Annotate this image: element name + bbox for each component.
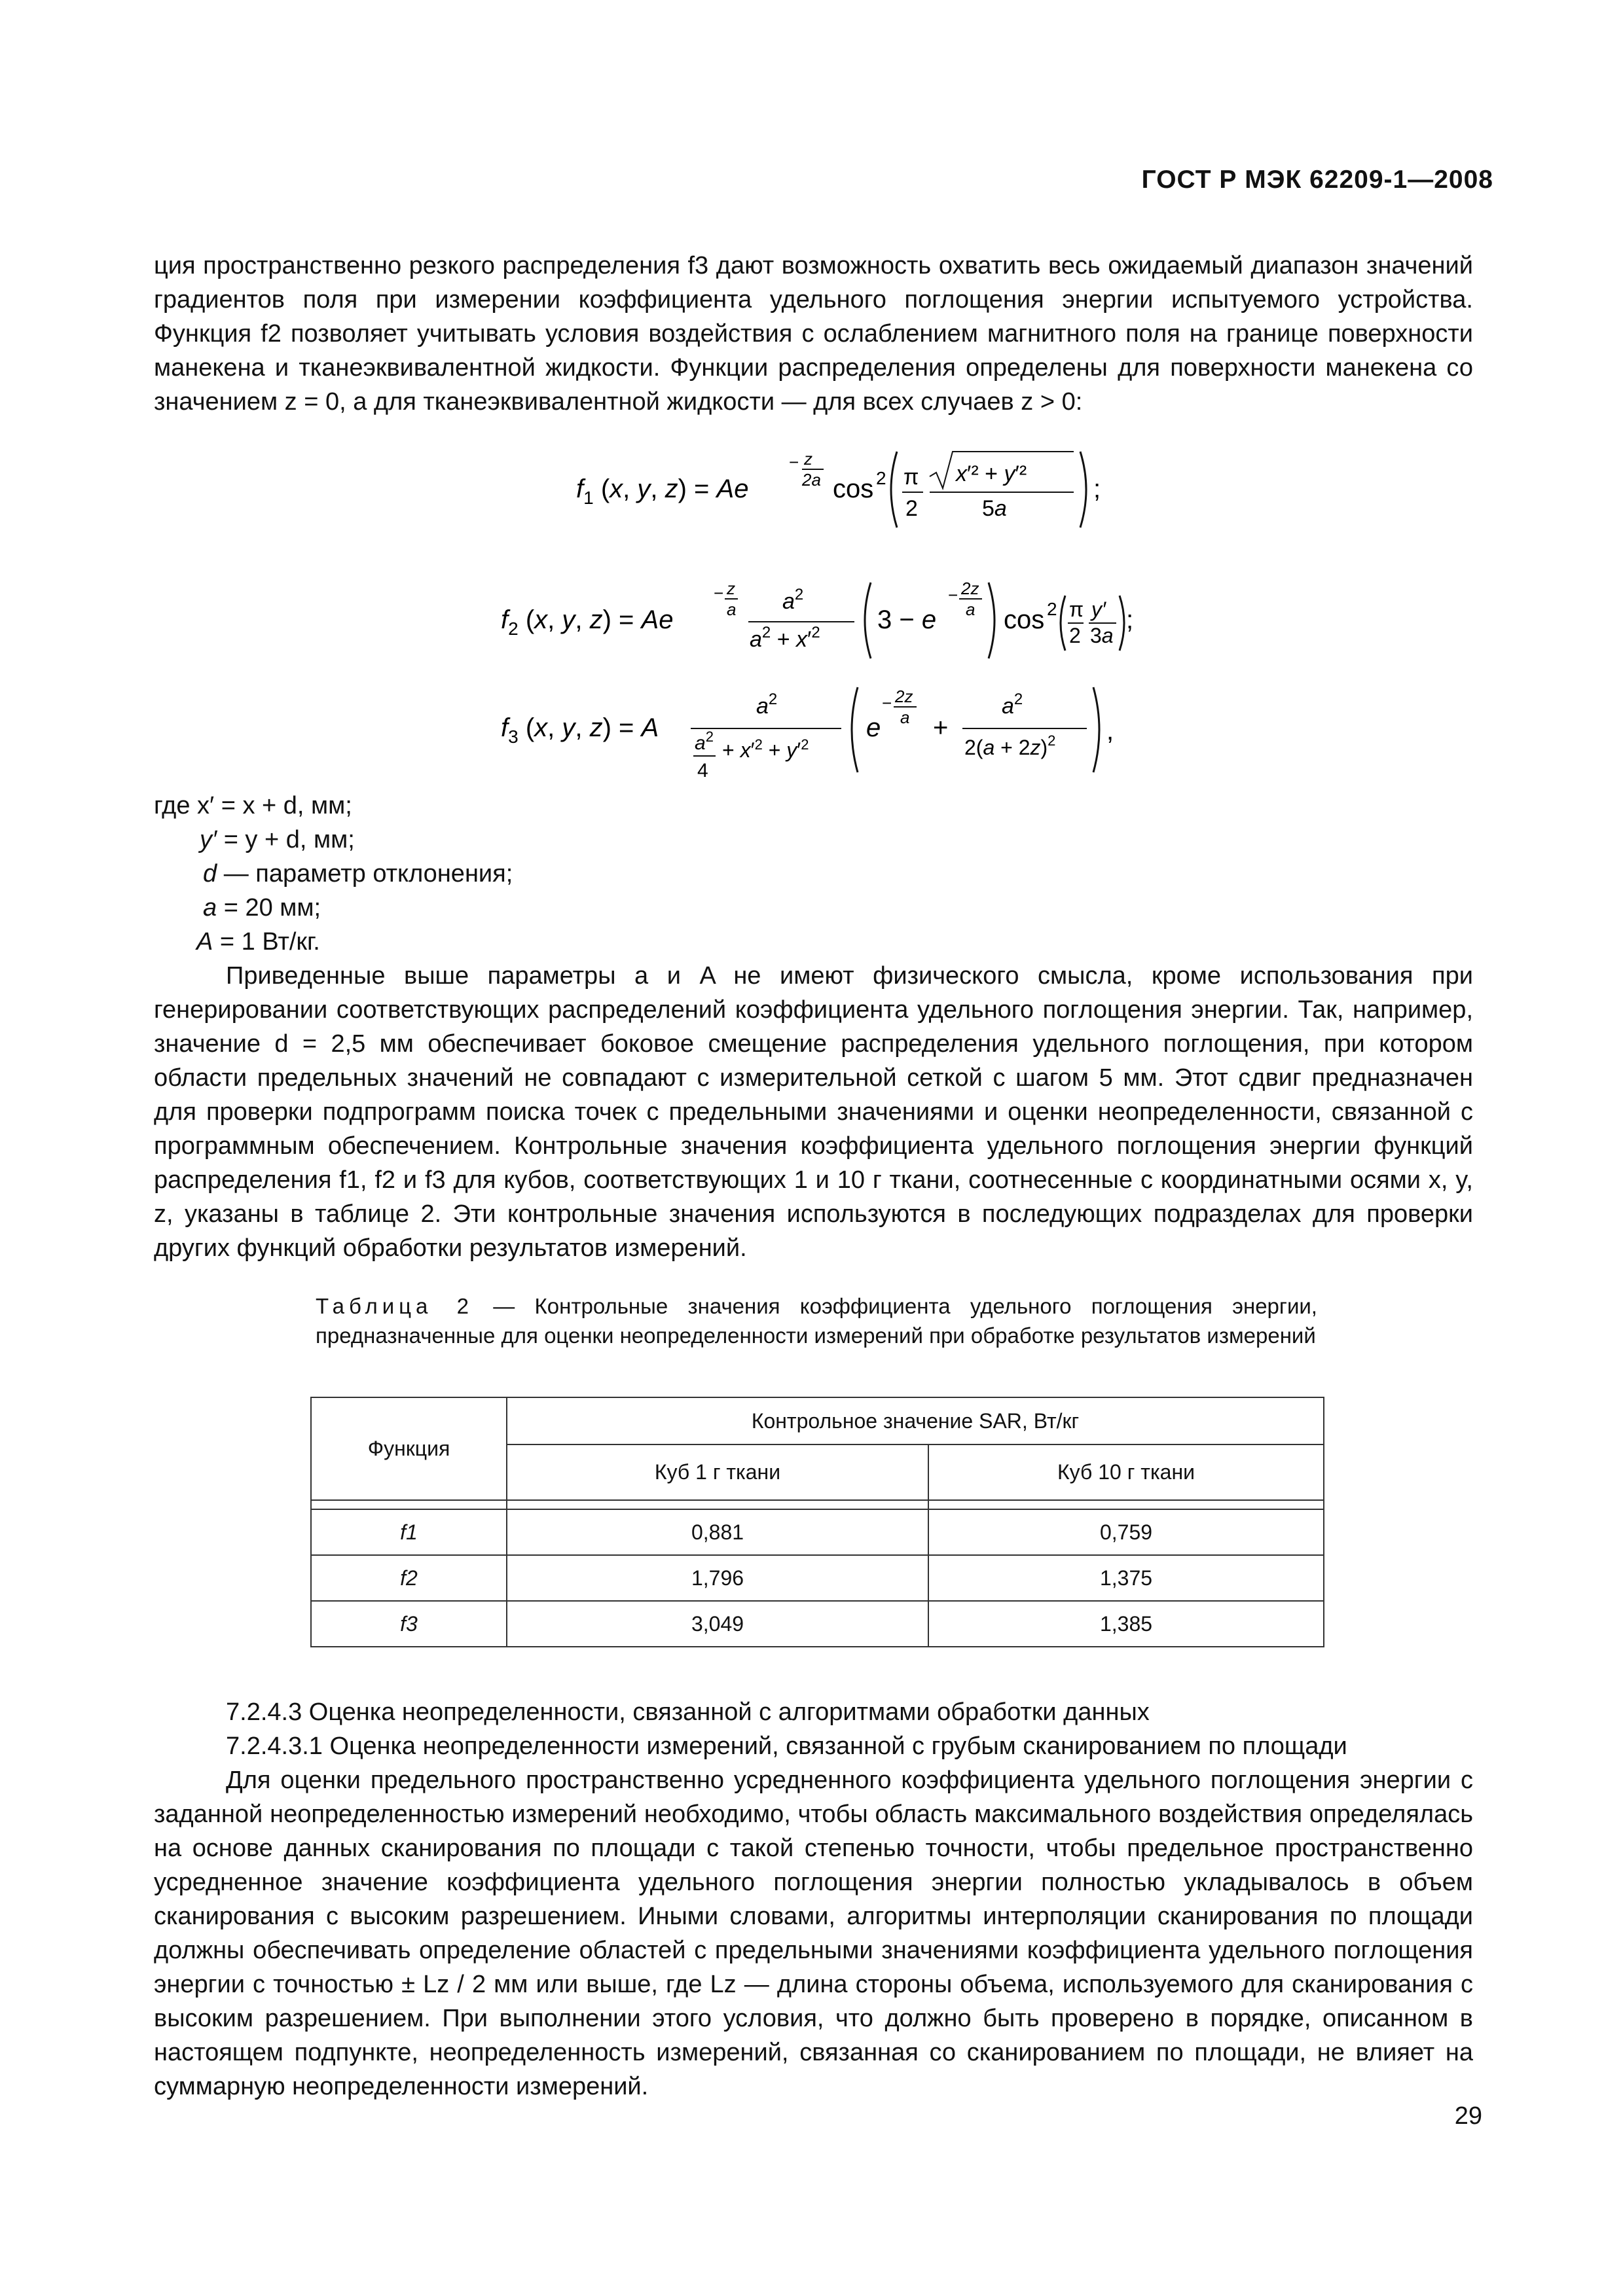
formula-f2 [501,569,1134,674]
spacer-cell [311,1500,507,1509]
svg-text:y′: y′ [1091,598,1106,621]
document-header: ГОСТ Р МЭК 62209-1—2008 [1141,166,1493,194]
sar-table [310,1397,1324,1647]
table-caption-text: — Контрольные значения коэффициента удельного поглощения энергии, предназначенные для оценки неопределенности измерений при обработке результатов измерений [316,1294,1317,1348]
definition-y [154,823,513,857]
intro-paragraph: ция пространственно резкого распределения f3 дают возможность охватить весь ожидаемый диапазон значений градиентов поля при измерении коэффициента удельного поглощения энергии испытуемого устройства. Функция f2 позволяет учитывать условия воздействия с ослаблением магнитного поля на границе поверхности манекена и тканеэквивалентной жидкости. Функции распределения определены для поверхности манекена со значением z = 0, а для тканеэквивалентной жидкости — для всех случаев z > 0: [154,252,1473,416]
section-heading-7243: 7.2.4.3 Оценка неопределенности, связанной с алгоритмами обработки данных [226,1698,1150,1726]
definition-term: y′ [200,826,217,853]
svg-text:2: 2 [1069,624,1081,647]
svg-text:π: π [1069,598,1084,621]
svg-text:2: 2 [1047,599,1057,619]
table-row [311,1555,1324,1601]
svg-text:2z: 2z [961,579,979,598]
spacer-cell [928,1500,1324,1509]
svg-text:2(a + 2z)2: $2(a + 2z)^2$ [964,732,1056,759]
svg-text:a2 + x′2: $a^2 + x'^2$ [750,624,820,652]
cell-value-1g: 1,796 [507,1555,928,1601]
svg-text:+: + [933,713,949,742]
svg-text:a: a [727,600,737,619]
cell-value-10g: 1,375 [928,1555,1324,1601]
svg-text:cos: cos [1004,605,1045,634]
svg-text:;: ; [1093,475,1101,503]
spacer-cell [507,1500,928,1509]
col-header-10g: Куб 10 г ткани [928,1444,1324,1500]
svg-text:4: 4 [697,760,708,781]
definition-term: A [196,928,213,956]
svg-text:3 − e: 3 − e [877,605,937,634]
svg-text:−: − [882,693,892,713]
formula-f3 [501,677,1129,798]
cell-value-10g: 1,385 [928,1601,1324,1647]
definition-text: = x + d, мм; [221,792,352,819]
svg-text:a: a [966,600,976,619]
page-number: 29 [1454,2102,1482,2130]
table-row [311,1509,1324,1555]
definition-a [154,891,513,925]
svg-text:f1 (x, y, z) = Ae: $f_1$ (x, y, z) = Ae [576,475,749,508]
table-header-row [311,1397,1324,1444]
definition-x [154,789,513,823]
definitions-list [154,789,513,959]
definition-term: где x′ [154,792,215,819]
svg-text:2: 2 [876,468,886,488]
cell-function: f2 [311,1555,507,1601]
svg-text:f2 (x, y, z) = Ae: $f_2$ (x, y, z) = Ae [501,605,674,639]
svg-text:;: ; [1126,605,1134,634]
svg-text:−: − [789,452,799,472]
svg-text:2: 2 [905,496,918,521]
col-header-function: Функция [311,1397,507,1500]
svg-text:z: z [804,449,812,469]
table-caption [316,1291,1317,1350]
definition-text: = y + d, мм; [223,826,355,853]
col-header-1g: Куб 1 г ткани [507,1444,928,1500]
svg-text:a2: $a^2$ [756,691,778,719]
definition-A [154,925,513,959]
cell-value-1g: 3,049 [507,1601,928,1647]
svg-text:x′² + y′²: x′² + y′² [956,461,1027,486]
svg-text:z: z [727,579,735,598]
body-paragraph: Для оценки предельного пространственно усредненного коэффициента удельного поглощения энергии с заданной неопределенностью измерений необходимо, чтобы область максимального воздействия определялась на основе данных сканирования по площади с такой степенью точности, чтобы предельное пространственно усредненное значение коэффициента удельного поглощения энергии полностью укладывалось в объем сканирования с высоким разрешением. Иными словами, алгоритмы интерполяции сканирования по площади должны обеспечивать определение областей с предельными значениями коэффициента удельного поглощения энергии с точностью ± Lz / 2 мм или выше, где Lz — длина стороны объема, используемого для сканирования с высоким разрешением. При выполнении этого условия, что должно быть проверено в порядке, описанном в настоящем подпункте, неопределенность измерений, связанная со сканированием по площади, не влияет на суммарную неопределенности измерений. [154,1767,1473,2100]
svg-text:a2: $a^2$ [695,728,714,754]
definition-text: = 20 мм; [223,894,321,922]
svg-text:3a: 3a [1090,624,1114,647]
col-header-group: Контрольное значение SAR, Вт/кг [507,1397,1324,1444]
svg-text:2a: 2a [802,470,821,490]
svg-text:a: a [900,708,910,727]
table-row [311,1601,1324,1647]
definition-text: = 1 Вт/кг. [219,928,320,956]
params-paragraph: Приведенные выше параметры a и A не имеют физического смысла, кроме использования при генерировании соответствующих распределений коэффициента удельного поглощения энергии. Так, например, значение d = 2,5 мм обеспечивает боковое смещение распределения удельного поглощения, при котором области предельных значений не совпадают с измерительной сеткой с шагом 5 мм. Этот сдвиг предназначен для проверки подпрограмм поиска точек с предельными значениями и оценки неопределенности, связанной с программным обеспечением. Контрольные значения коэффициента удельного поглощения энергии функций распределения f1, f2 и f3 для кубов, соответствующих 1 и 10 г ткани, соотнесенные с координатными осями x, y, z, указаны в таблице 2. Эти контрольные значения используются в последующих подразделах для проверки других функций обработки результатов измерений. [154,962,1473,1262]
table-spacer-row [311,1500,1324,1509]
cell-value-10g: 0,759 [928,1509,1324,1555]
definition-d [154,857,513,891]
definition-text: — параметр отклонения; [223,860,513,888]
formula-f1 [576,439,1113,543]
svg-text:π: π [903,465,919,490]
definition-term: d [203,860,217,888]
svg-text:f3 (x, y, z) = A: $f_3$ (x, y, z) = A [501,713,659,747]
table-caption-label: Таблица 2 [316,1294,474,1318]
svg-text:cos: cos [833,475,874,503]
svg-text:,: , [1106,717,1114,745]
svg-text:+ x′2 + y′2: + $x'^2 + y'^2$ [722,736,809,762]
svg-text:−: − [948,585,958,605]
cell-value-1g: 0,881 [507,1509,928,1555]
section-heading-72431: 7.2.4.3.1 Оценка неопределенности измерений, связанной с грубым сканированием по площади [226,1732,1347,1760]
svg-text:a2: $a^2$ [1002,691,1023,719]
svg-text:a2: $a^2$ [782,586,804,614]
definition-term: a [203,894,217,922]
svg-text:e: e [866,713,881,742]
cell-function: f3 [311,1601,507,1647]
svg-text:2z: 2z [895,687,913,706]
cell-function: f1 [311,1509,507,1555]
svg-text:5a: 5a [982,496,1007,521]
svg-text:−: − [714,583,724,603]
